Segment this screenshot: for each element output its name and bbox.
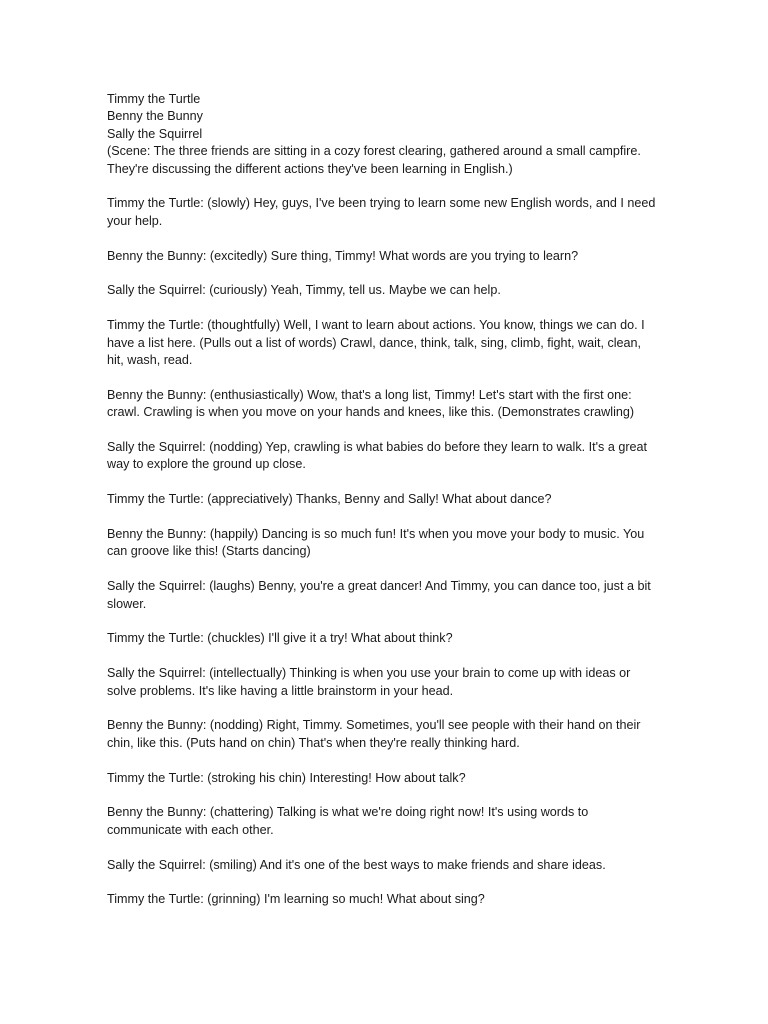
dialogue-line: Timmy the Turtle: (chuckles) I'll give it a try! What about think? (107, 631, 453, 646)
cast-and-scene-block (107, 91, 667, 178)
dialogue-line: Sally the Squirrel: (laughs) Benny, you're a great dancer! And Timmy, you can dance too, just a bit (107, 579, 651, 594)
cast-member-timmy: Timmy the Turtle (107, 92, 201, 106)
dialogue-paragraph (107, 282, 667, 299)
dialogue-line: communicate with each other. (107, 822, 274, 837)
dialogue-line: Sally the Squirrel: (nodding) Yep, crawling is what babies do before they learn to walk. It's a great (107, 440, 648, 455)
dialogue-line: slower. (107, 596, 147, 611)
dialogue-paragraph (107, 857, 667, 874)
dialogue-paragraph (107, 770, 667, 787)
scene-description-line: (Scene: The three friends are sitting in a cozy forest clearing, gathered around a small campfire. (107, 144, 641, 159)
dialogue-line: crawl. Crawling is when you move on your hands and knees, like this. (Demonstrates crawling) (107, 405, 635, 420)
dialogue-line: hit, wash, read. (107, 353, 193, 368)
dialogue-paragraph (107, 195, 667, 230)
dialogue-paragraph (107, 630, 667, 647)
dialogue-line: Sally the Squirrel: (intellectually) Thinking is when you use your brain to come up with ideas or (107, 666, 631, 681)
dialogue-paragraph (107, 804, 667, 839)
dialogue-line: Timmy the Turtle: (thoughtfully) Well, I want to learn about actions. You know, things we can do. I (107, 318, 645, 333)
cast-member-sally: Sally the Squirrel (107, 126, 203, 141)
dialogue-paragraph (107, 387, 667, 422)
dialogue-line: your help. (107, 213, 163, 228)
dialogue-line: Sally the Squirrel: (smiling) And it's one of the best ways to make friends and share ideas. (107, 857, 606, 872)
dialogue-paragraph (107, 491, 667, 508)
dialogue-line: can groove like this! (Starts dancing) (107, 544, 311, 559)
dialogue-line: have a list here. (Pulls out a list of words) Crawl, dance, think, talk, sing, climb, fight, wait, clean, (107, 335, 642, 350)
dialogue-line: Timmy the Turtle: (appreciatively) Thanks, Benny and Sally! What about dance? (107, 492, 552, 507)
document-body (107, 91, 667, 926)
dialogue-line: Timmy the Turtle: (slowly) Hey, guys, I've been trying to learn some new English words, and I need (107, 196, 656, 211)
dialogue-paragraph (107, 717, 667, 752)
dialogue-line: way to explore the ground up close. (107, 457, 306, 472)
dialogue-line: Benny the Bunny: (enthusiastically) Wow, that's a long list, Timmy! Let's start with the first one: (107, 387, 632, 402)
dialogue-paragraph (107, 439, 667, 474)
dialogue-line: Sally the Squirrel: (curiously) Yeah, Timmy, tell us. Maybe we can help. (107, 283, 501, 298)
dialogue-line: chin, like this. (Puts hand on chin) That's when they're really thinking hard. (107, 735, 520, 750)
dialogue-paragraph (107, 665, 667, 700)
dialogue-line: Timmy the Turtle: (grinning) I'm learning so much! What about sing? (107, 892, 485, 907)
dialogue-line: Benny the Bunny: (happily) Dancing is so much fun! It's when you move your body to music. You (107, 527, 645, 542)
dialogue-line: Benny the Bunny: (excitedly) Sure thing, Timmy! What words are you trying to learn? (107, 248, 579, 263)
dialogue-paragraph (107, 317, 667, 369)
dialogue-line: Benny the Bunny: (nodding) Right, Timmy. Sometimes, you'll see people with their hand on their (107, 718, 641, 733)
dialogue-paragraph (107, 578, 667, 613)
dialogue-line: solve problems. It's like having a little brainstorm in your head. (107, 683, 454, 698)
dialogue-paragraph (107, 248, 667, 265)
dialogue-paragraph (107, 891, 667, 908)
dialogue-line: Benny the Bunny: (chattering) Talking is what we're doing right now! It's using words to (107, 805, 589, 820)
dialogue-line: Timmy the Turtle: (stroking his chin) Interesting! How about talk? (107, 770, 466, 785)
dialogue-paragraph (107, 526, 667, 561)
scene-description-line: They're discussing the different actions they've been learning in English.) (107, 161, 513, 176)
cast-member-benny: Benny the Bunny (107, 109, 203, 124)
